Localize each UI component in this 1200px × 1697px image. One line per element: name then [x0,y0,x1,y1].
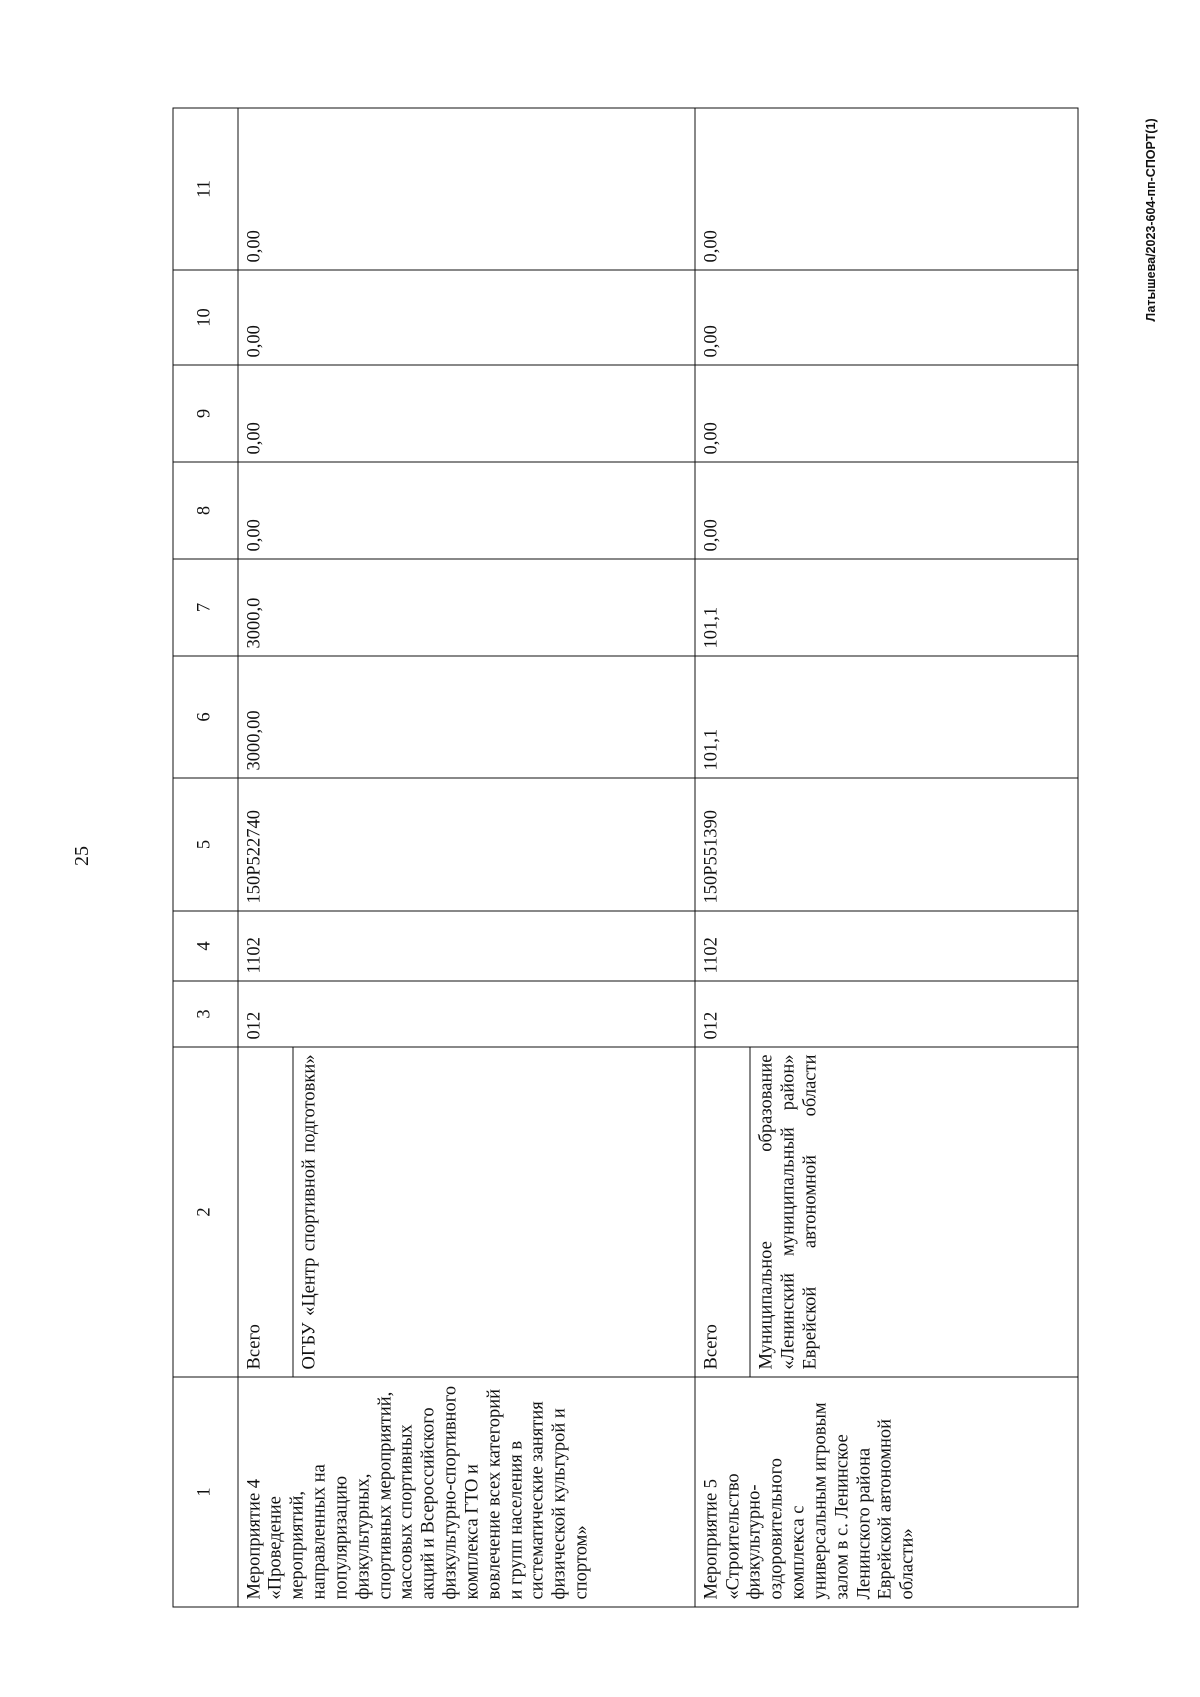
cell-c9: 0,00 [237,365,694,462]
cell-c3: 012 [694,981,1077,1047]
header-cell: 1 [173,1377,238,1607]
cell-c4: 1102 [237,911,694,981]
activity-cell: Мероприятие 5 «Строительство физкультурно-оздоровительного комплекса с универсальным игровым залом в с. Ленинское Ленинского района Еврейской автономной области» [694,1377,1077,1607]
cell-c8: 0,00 [694,462,1077,559]
header-cell: 10 [173,270,238,365]
header-cell: 9 [173,365,238,462]
header-cell: 3 [173,981,238,1047]
cell-c7: 101,1 [694,559,1077,656]
budget-table-rotated [172,108,1078,1607]
cell-c7: 3000,0 [237,559,694,656]
cell-c5: 150Р551390 [694,778,1077,911]
table-row [237,108,292,1607]
table-row [694,108,749,1607]
cell-c6: 101,1 [694,656,1077,778]
recipient-cell: Всего [694,1047,749,1377]
recipient-cell: ОГБУ «Центр спортивной подготовки» [292,1047,694,1377]
header-cell: 4 [173,911,238,981]
cell-c9: 0,00 [694,365,1077,462]
cell-c11: 0,00 [694,108,1077,270]
header-cell: 2 [173,1047,238,1377]
header-row [173,108,238,1607]
page-number: 25 [71,846,93,866]
header-cell: 11 [173,108,238,270]
cell-c10: 0,00 [694,270,1077,365]
cell-c6: 3000,00 [237,656,694,778]
cell-c8: 0,00 [237,462,694,559]
header-cell: 7 [173,559,238,656]
header-cell: 6 [173,656,238,778]
recipient-cell: Муниципальное образование «Ленинский муниципальный район» Еврейской автономной области [749,1047,1077,1377]
cell-c3: 012 [237,981,694,1047]
cell-c4: 1102 [694,911,1077,981]
cell-c10: 0,00 [237,270,694,365]
header-cell: 5 [173,778,238,911]
document-code: Латышева/2023-604-пп-СПОРТ(1) [1144,118,1158,322]
budget-table [172,107,1078,1607]
recipient-cell: Всего [237,1047,292,1377]
activity-cell: Мероприятие 4 «Проведение мероприятий, направленных на популяризацию физкультурных, спортивных мероприятий, массовых спортивных акций и Всероссийского физкультурно-спортивного комплекса ГТО и вовлечение всех категорий и групп населения в систематические занятия физической культурой и спортом» [237,1377,694,1607]
header-cell: 8 [173,462,238,559]
cell-c11: 0,00 [237,108,694,270]
cell-c5: 150Р522740 [237,778,694,911]
